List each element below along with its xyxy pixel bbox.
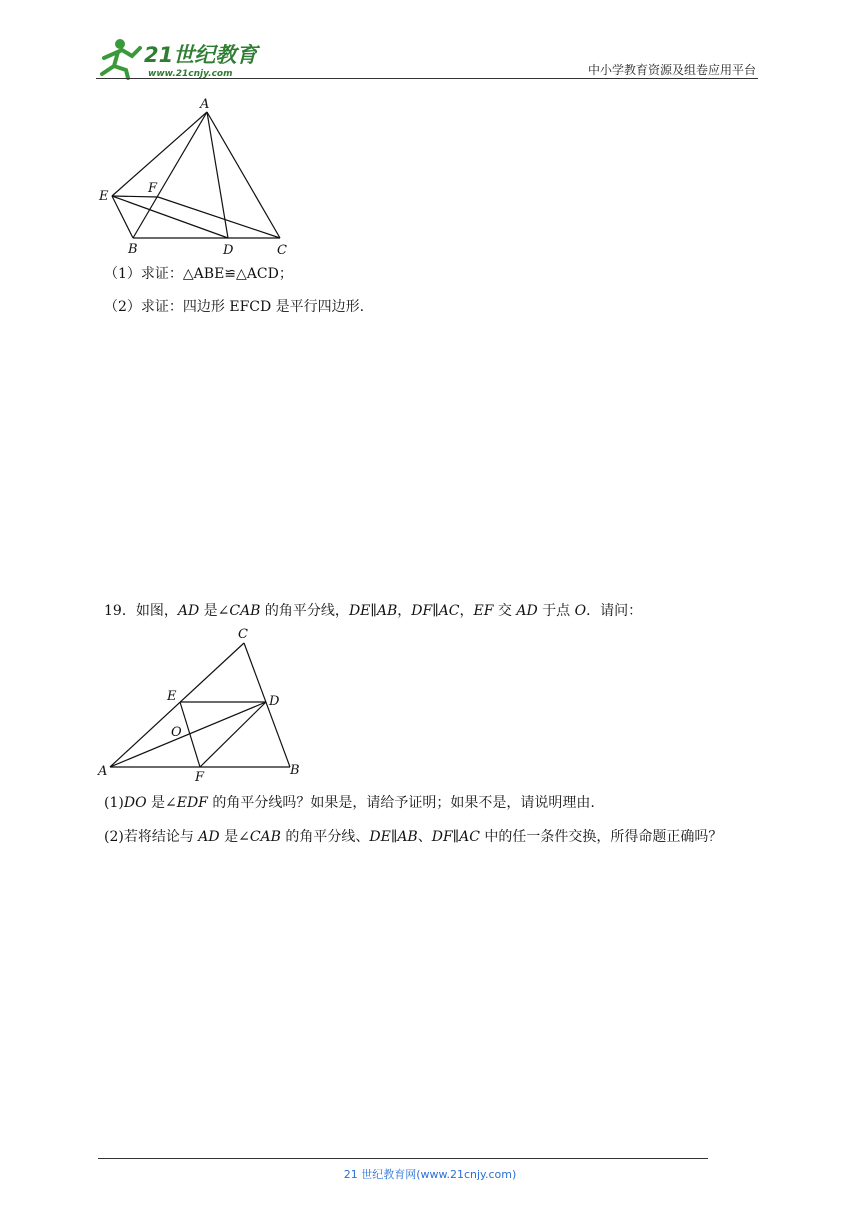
label-a: A xyxy=(98,764,108,779)
label-e: E xyxy=(167,689,177,704)
label-b: B xyxy=(290,763,300,778)
segment-ab xyxy=(133,112,207,238)
q19-sub1: (1)DO 是∠EDF 的角平分线吗？如果是，请给予证明；如果不是，请说明理由. xyxy=(104,795,595,811)
label-e: E xyxy=(99,189,109,204)
segment-ef xyxy=(180,702,200,767)
label-d: D xyxy=(223,243,234,258)
footer-divider xyxy=(98,1158,708,1159)
q18-part1: （1）求证：△ABE≌△ACD； xyxy=(104,266,293,282)
segment-ac xyxy=(110,643,244,767)
label-f: F xyxy=(148,181,158,196)
label-c: C xyxy=(277,243,287,258)
header-tagline: 中小学教育资源及组卷应用平台 xyxy=(587,63,756,77)
q18-part2: （2）求证：四边形 EFCD 是平行四边形. xyxy=(104,299,365,315)
segment-ae xyxy=(112,112,207,196)
header-divider xyxy=(96,78,758,79)
logo-text: 21世纪教育 xyxy=(144,43,258,67)
footer-link[interactable]: 21 世纪教育网(www.21cnjy.com) xyxy=(343,1168,517,1181)
logo-url: www.21cnjy.com xyxy=(148,69,233,79)
label-a: A xyxy=(200,97,210,112)
q19-intro: 19．如图，AD 是∠CAB 的角平分线，DE∥AB，DF∥AC，EF 交 AD 于点 O．请问： xyxy=(104,603,643,619)
runner-icon xyxy=(102,39,140,78)
segment-cb xyxy=(244,643,290,767)
segment-ad xyxy=(110,702,266,767)
segment-df xyxy=(200,702,266,767)
label-b: B xyxy=(128,242,138,257)
site-logo xyxy=(92,36,262,80)
label-c: C xyxy=(238,627,248,642)
q19-sub2: (2)若将结论与 AD 是∠CAB 的角平分线、DE∥AB、DF∥AC 中的任一条件交换，所得命题正确吗？ xyxy=(104,829,723,845)
label-d: D xyxy=(269,694,280,709)
label-o: O xyxy=(171,725,182,740)
figure-quadrilateral-efcd xyxy=(92,92,302,262)
figure-angle-bisector xyxy=(94,622,314,786)
segment-fc xyxy=(158,197,280,238)
segment-ef xyxy=(112,196,158,197)
label-f: F xyxy=(195,770,205,785)
